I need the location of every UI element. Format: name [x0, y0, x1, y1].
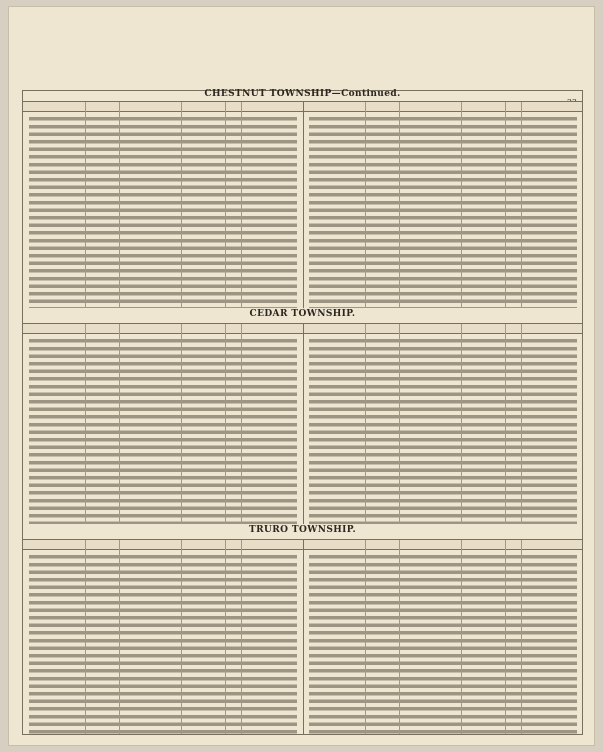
section-title-cedar: CEDAR TOWNSHIP.: [249, 309, 356, 319]
table-chestnut: [23, 101, 582, 308]
table-right-half: [309, 540, 577, 734]
table-truro: [23, 539, 582, 734]
table-divider: [303, 102, 304, 308]
table-left-half: [29, 540, 297, 734]
table-right-half: [309, 102, 577, 308]
section-title-truro: TRURO TOWNSHIP.: [249, 525, 356, 535]
table-divider: [303, 324, 304, 524]
directory-page: [8, 6, 595, 746]
table-cedar: [23, 323, 582, 524]
table-divider: [303, 540, 304, 734]
table-left-half: [29, 102, 297, 308]
table-left-half: [29, 324, 297, 524]
table-right-half: [309, 324, 577, 524]
directory-frame: [22, 90, 583, 735]
section-title-chestnut: CHESTNUT TOWNSHIP—Continued.: [204, 89, 401, 99]
